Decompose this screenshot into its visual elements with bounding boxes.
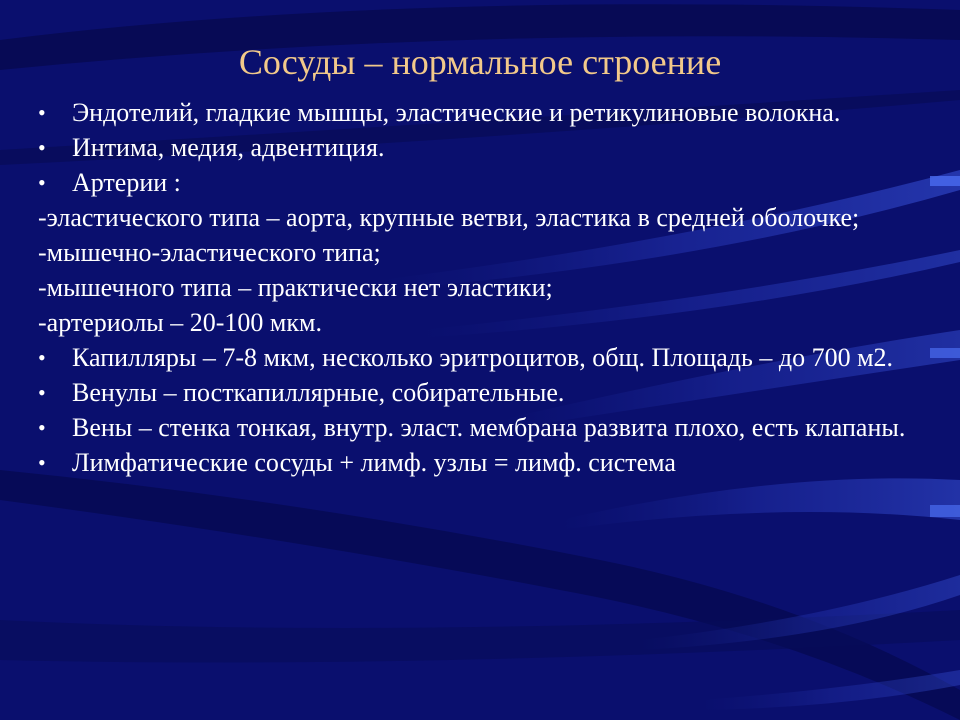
list-item: • Капилляры – 7-8 мкм, несколько эритроцитов, общ. Площадь – до 700 м2. [38, 343, 894, 372]
bullet-icon: • [38, 415, 46, 440]
list-item: -артериолы – 20-100 мкм. [38, 308, 322, 337]
list-item: -эластического типа – аорта, крупные ветви, эластика в средней оболочке; [38, 203, 860, 232]
list-item: • Эндотелий, гладкие мышцы, эластические и ретикулиновые волокна. [38, 98, 841, 127]
list-item: • Вены – стенка тонкая, внутр. эласт. мембрана развита плохо, есть клапаны. [38, 413, 906, 442]
list-item: • Венулы – посткапиллярные, собирательные. [38, 378, 565, 407]
list-item: • Интима, медия, адвентиция. [38, 133, 385, 162]
bullet-icon: • [38, 135, 46, 160]
list-item: -мышечного типа – практически нет эластики; [38, 273, 553, 302]
bullet-icon: • [38, 100, 46, 125]
edge-accent-3 [930, 505, 960, 517]
list-item: • Артерии : [38, 168, 181, 197]
slide-content [38, 98, 938, 483]
slide-title: Сосуды – нормальное строение [238, 42, 722, 82]
bullet-icon: • [38, 450, 46, 475]
bullet-icon: • [38, 170, 46, 195]
bullet-icon: • [38, 345, 46, 370]
bullet-icon: • [38, 380, 46, 405]
list-item: • Лимфатические сосуды + лимф. узлы = лимф. система [38, 448, 676, 477]
list-item: -мышечно-эластического типа; [38, 238, 381, 267]
